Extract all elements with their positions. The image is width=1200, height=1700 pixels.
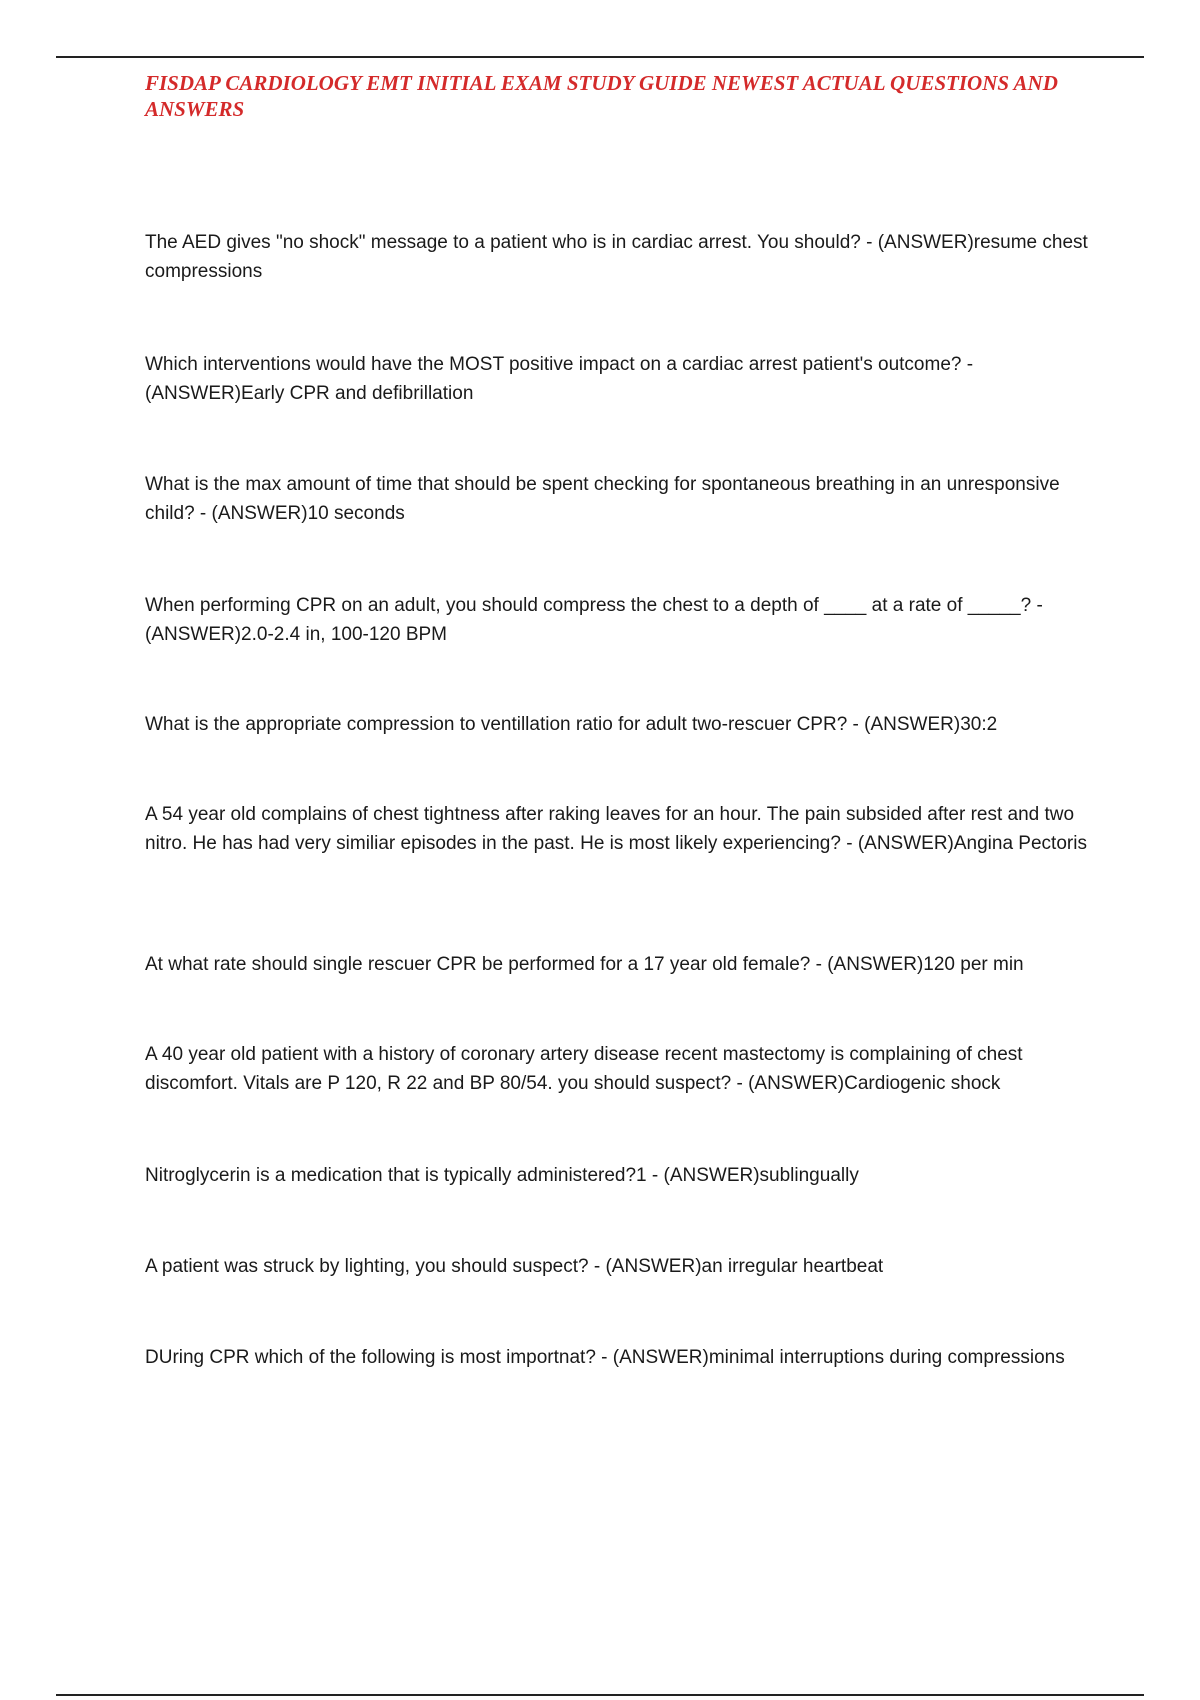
qa-item-10: A patient was struck by lighting, you should suspect? - (ANSWER)an irregular heartbeat [145,1256,884,1277]
qa-item-1: The AED gives "no shock" message to a patient who is in cardiac arrest. You should? - (ANSWER)resume chest compressions [145,232,1088,282]
qa-item-9: Nitroglycerin is a medication that is typically administered?1 - (ANSWER)sublingually [145,1165,859,1186]
qa-item-5: What is the appropriate compression to ventillation ratio for adult two-rescuer CPR? - (ANSWER)30:2 [145,714,998,735]
qa-item-6: A 54 year old complains of chest tightness after raking leaves for an hour. The pain subsided after rest and two nitro. He has had very similiar episodes in the past. He is most likely experiencing? - (ANSWER)Angina Pectoris [145,804,1087,854]
qa-item-3: What is the max amount of time that should be spent checking for spontaneous breathing in an unresponsive child? - (ANSWER)10 seconds [145,474,1060,524]
top-divider [56,56,1144,58]
qa-item-4: When performing CPR on an adult, you should compress the chest to a depth of ____ at a rate of _____? - (ANSWER)2.0-2.4 in, 100-120 BPM [145,595,1043,645]
qa-item-7: At what rate should single rescuer CPR be performed for a 17 year old female? - (ANSWER)120 per min [145,954,1024,975]
document-title: FISDAP CARDIOLOGY EMT INITIAL EXAM STUDY GUIDE NEWEST ACTUAL QUESTIONS AND ANSWERS [145,71,1058,121]
qa-item-8: A 40 year old patient with a history of coronary artery disease recent mastectomy is complaining of chest discomfort. Vitals are P 120, R 22 and BP 80/54. you should suspect? - (ANSWER)Cardiogenic shock [145,1044,1023,1094]
bottom-divider [56,1694,1144,1696]
qa-item-11: DUring CPR which of the following is most importnat? - (ANSWER)minimal interruptions during compressions [145,1347,1065,1368]
qa-item-2: Which interventions would have the MOST positive impact on a cardiac arrest patient's outcome? - (ANSWER)Early CPR and defibrillation [145,354,974,404]
